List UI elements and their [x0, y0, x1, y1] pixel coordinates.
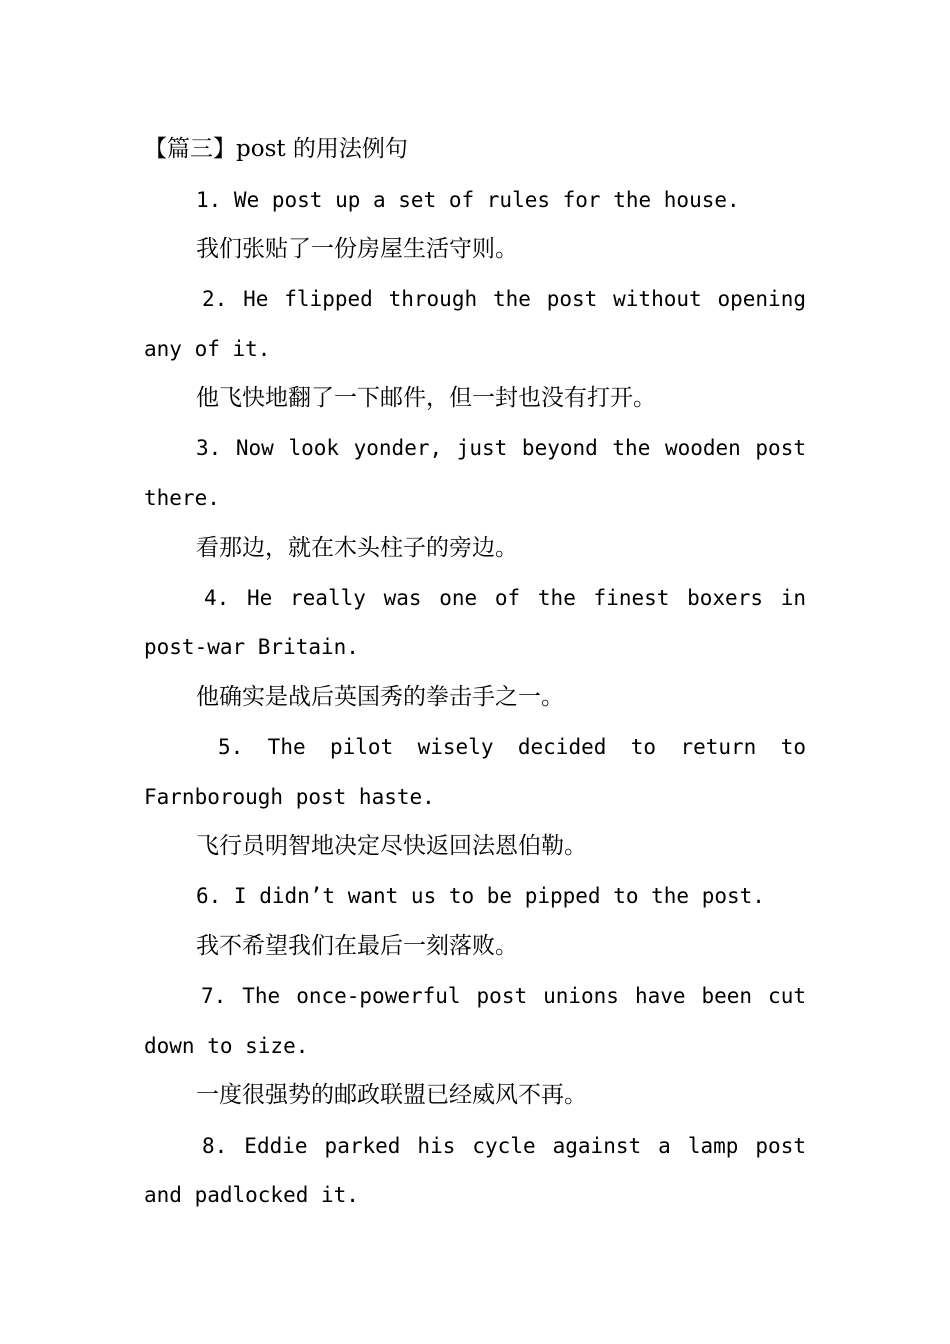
example-2-english-line-2: any of it. — [144, 337, 271, 361]
example-2-chinese: 他飞快地翻了一下邮件，但一封也没有打开。 — [196, 385, 656, 411]
example-5-english-line-2: Farnborough post haste. — [144, 785, 435, 809]
example-5-english-line-1: 5. The pilot wisely decided to return to — [218, 735, 806, 759]
example-8-english-line-1: 8. Eddie parked his cycle against a lamp post — [202, 1134, 806, 1158]
example-3-chinese: 看那边，就在木头柱子的旁边。 — [196, 535, 518, 561]
example-4-chinese: 他确实是战后英国秀的拳击手之一。 — [196, 684, 564, 710]
example-5-chinese: 飞行员明智地决定尽快返回法恩伯勒。 — [196, 833, 587, 859]
example-7-english-line-1: 7. The once-powerful post unions have been cut — [201, 984, 806, 1008]
page-title: 【篇三】post 的用法例句 — [144, 136, 408, 162]
example-1-english: 1. We post up a set of rules for the house. — [196, 188, 740, 212]
example-6-chinese: 我不希望我们在最后一刻落败。 — [196, 933, 518, 959]
example-4-english-line-1: 4. He really was one of the finest boxers in — [204, 586, 806, 610]
example-7-chinese: 一度很强势的邮政联盟已经威风不再。 — [196, 1082, 587, 1108]
example-4-english-line-2: post-war Britain. — [144, 635, 359, 659]
example-1-chinese: 我们张贴了一份房屋生活守则。 — [196, 236, 518, 262]
example-8-english-line-2: and padlocked it. — [144, 1183, 359, 1207]
example-3-english-line-1: 3. Now look yonder, just beyond the wooden post — [196, 436, 806, 460]
example-6-english: 6. I didn’t want us to be pipped to the post. — [196, 884, 765, 908]
example-7-english-line-2: down to size. — [144, 1034, 309, 1058]
example-3-english-line-2: there. — [144, 486, 220, 510]
example-2-english-line-1: 2. He flipped through the post without opening — [202, 287, 806, 311]
